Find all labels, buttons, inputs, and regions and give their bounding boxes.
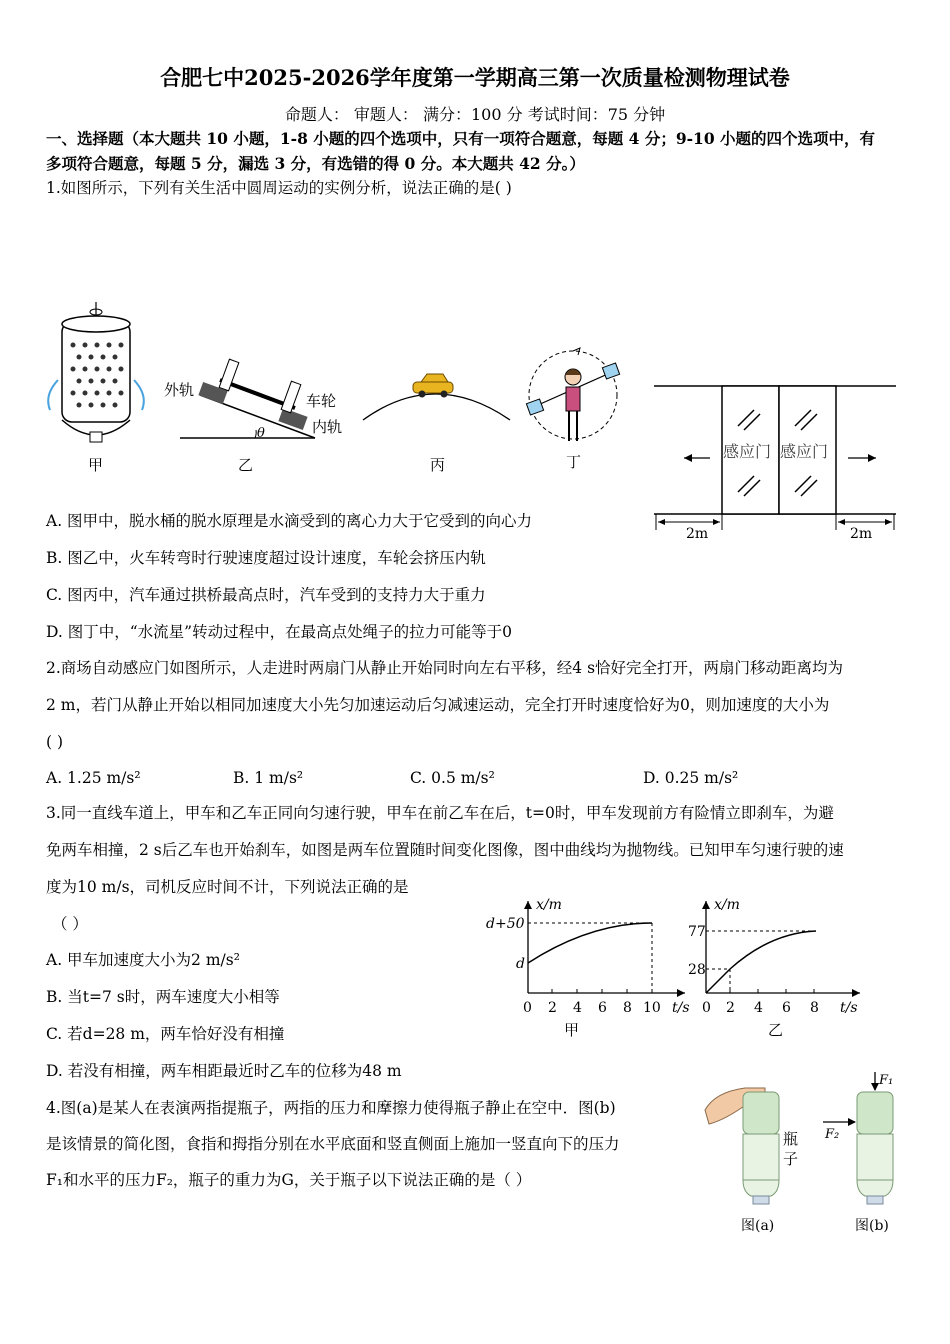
q3-graph-jia [480,895,695,1045]
q1-fig-bing [355,360,520,480]
q3-option-c: C. 若d=28 m，两车恰好没有相撞 [46,1025,285,1043]
q3-stem-1: 3.同一直线车道上，甲车和乙车正同向匀速行驶，甲车在前乙车在后，t=0时，甲车发现前方有险情立即刹车，为避 [46,804,834,822]
q1-angle: θ [257,426,265,441]
q4-f2-label: F₂ [825,1127,840,1142]
q1-fig-yi [160,350,360,480]
q4-fig-a-label: 图(a) [741,1218,775,1234]
q3-graph-yi-tick-8: 8 [810,1000,819,1016]
q3-graph-yi-tick-2: 2 [726,1000,735,1016]
q3-graph-jia-tick-4: 4 [573,1000,582,1016]
q2-stem-3: ( ) [46,733,64,751]
q2-option-b: B. 1 m/s² [233,769,304,787]
q3-graph-yi-xlabel: t/s [840,1000,858,1016]
q3-option-b: B. 当t=7 s时，两车速度大小相等 [46,988,280,1006]
q1-wheel: 车轮 [306,392,337,410]
q1-fig-ding [520,345,630,480]
q2-stem-1: 2.商场自动感应门如图所示，人走进时两扇门从静止开始同时向左右平移，经4 s恰好完全打开，两扇门移动距离均为 [46,659,844,677]
q1-inner-rail: 内轨 [312,418,343,436]
q3-graph-jia-tick-0: 0 [523,1000,532,1016]
q2-dim-left: 2m [686,526,709,542]
q3-option-a: A. 甲车加速度大小为2 m/s² [46,951,240,969]
q2-door-figure [650,380,900,545]
q3-graph-yi-tick-0: 0 [702,1000,711,1016]
q3-graph-yi-ytop: 77 [688,924,706,940]
q4-stem-3: F₁和水平的压力F₂，瓶子的重力为G，关于瓶子以下说法正确的是（ ） [46,1171,532,1189]
q3-stem-3: 度为10 m/s，司机反应时间不计，下列说法正确的是 [46,878,409,896]
q4-f1-label: F₁ [879,1073,894,1088]
q3-graph-jia-ylabel: x/m [536,897,562,913]
q3-option-d: D. 若没有相撞，两车相距最近时乙车的位移为48 m [46,1062,402,1080]
q3-graph-jia-ytop: d+50 [486,916,525,932]
q3-graph-yi [690,895,870,1045]
q3-graph-yi-tick-4: 4 [754,1000,763,1016]
q4-fig-b-label: 图(b) [855,1218,889,1234]
q3-graph-jia-xlabel: t/s [672,1000,690,1016]
q2-option-a: A. 1.25 m/s² [46,769,141,787]
q3-answer-blank: （ ） [52,915,88,933]
q3-stem-2: 免两车相撞，2 s后乙车也开始刹车，如图是两车位置随时间变化图像，图中曲线均为抛物线。已知甲车匀速行驶的速 [46,841,844,859]
q1-label-yi: 乙 [238,456,254,474]
q3-graph-yi-name: 乙 [768,1021,784,1039]
q3-graph-jia-tick-10: 10 [643,1000,661,1016]
q2-door-right-label: 感应门 [780,442,829,461]
q2-door-left-label: 感应门 [723,442,772,461]
exam-meta: 命题人： 审题人： 满分：100 分 考试时间：75 分钟 [284,105,666,124]
q4-bottle-figures [695,1070,905,1245]
q2-stem-2: 2 m，若门从静止开始以相同加速度大小先匀加速运动后匀减速运动，完全打开时速度恰好为0，则加速度的大小为 [46,696,830,714]
q1-stem: 1.如图所示，下列有关生活中圆周运动的实例分析，说法正确的是( ) [46,179,512,197]
q3-graph-jia-tick-6: 6 [598,1000,607,1016]
q1-option-c: C. 图丙中，汽车通过拱桥最高点时，汽车受到的支持力大于重力 [46,586,486,604]
q1-option-b: B. 图乙中，火车转弯时行驶速度超过设计速度，车轮会挤压内轨 [46,549,486,567]
q1-label-bing: 丙 [430,456,446,474]
q4-stem-2: 是该情景的简化图，食指和拇指分别在水平底面和竖直侧面上施加一竖直向下的压力 [46,1135,620,1153]
q1-fig-jia [40,300,155,480]
q3-graph-yi-ylabel: x/m [714,897,740,913]
page-title: 合肥七中2025-2026学年度第一学期高三第一次质量检测物理试卷 [160,65,790,90]
q3-graph-yi-ylow: 28 [688,962,706,978]
q4-bottle-label-1: 瓶 [783,1130,799,1148]
q3-graph-yi-tick-6: 6 [782,1000,791,1016]
q3-graph-jia-tick-2: 2 [548,1000,557,1016]
q2-dim-right: 2m [850,526,873,542]
q1-option-d: D. 图丁中，“水流星”转动过程中，在最高点处绳子的拉力可能等于0 [46,623,512,641]
q3-graph-jia-name: 甲 [564,1021,580,1039]
q2-option-d: D. 0.25 m/s² [643,769,739,787]
section-instructions-1: 一、选择题（本大题共 10 小题，1-8 小题的四个选项中，只有一项符合题意，每题 4 分；9-10 小题的四个选项中，有 [46,129,876,148]
q3-graph-jia-ylow: d [516,956,525,972]
q4-bottle-label-2: 子 [783,1150,799,1168]
q1-label-ding: 丁 [566,453,582,471]
q3-graph-jia-tick-8: 8 [623,1000,632,1016]
q1-label-jia: 甲 [88,456,104,474]
q1-outer-rail: 外轨 [164,381,195,399]
section-instructions-2: 多项符合题意，每题 5 分，漏选 3 分，有选错的得 0 分。本大题共 42 分。） [46,154,585,173]
q2-option-c: C. 0.5 m/s² [410,769,495,787]
q1-option-a: A. 图甲中，脱水桶的脱水原理是水滴受到的离心力大于它受到的向心力 [46,512,533,530]
q4-stem-1: 4.图(a)是某人在表演两指提瓶子，两指的压力和摩擦力使得瓶子静止在空中．图(b) [46,1099,616,1117]
